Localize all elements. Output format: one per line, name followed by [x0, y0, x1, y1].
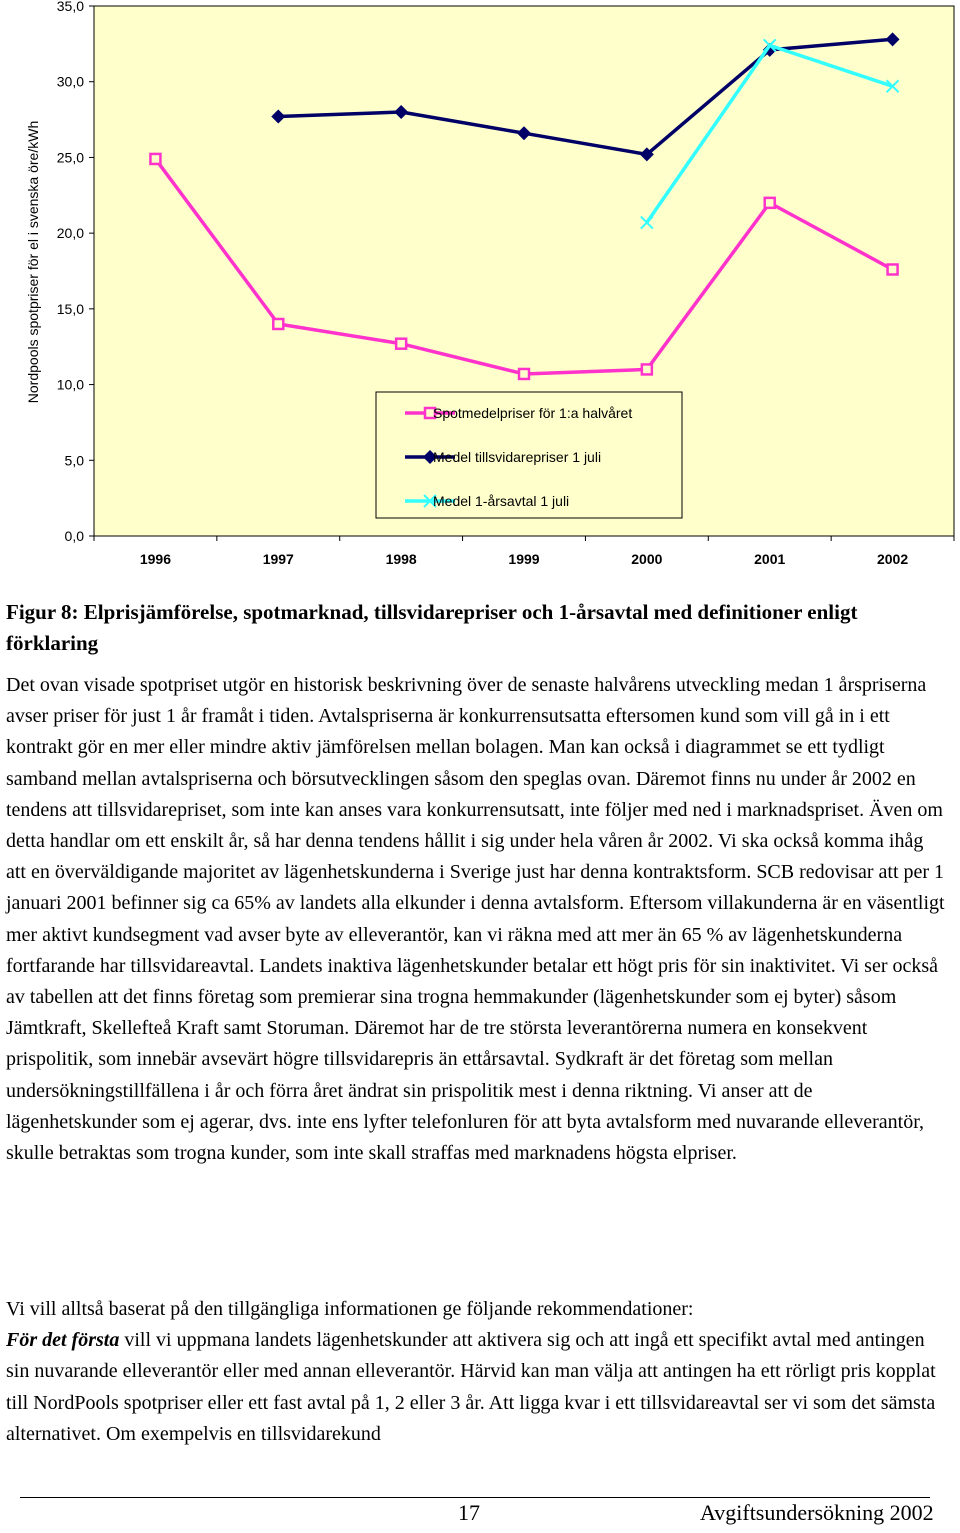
body-paragraph-1: Det ovan visade spotpriset utgör en historisk beskrivning över de senaste halvårens utveckling medan 1 årspriserna avser priser för just 1 år framåt i tiden. Avtalspriserna är konkurrensutsatta eftersomen kund som vill gå in i ett kontrakt gör en mer eller mindre aktiv jämförelsen mellan bolagen. Man kan också i diagrammet se ett tydligt samband mellan avtalspriserna och börsutvecklingen såsom den speglas ovan. Däremot finns nu under år 2002 en tendens att tillsvidarepriset, som inte kan anses vara konkurrensutsatt, inte följer med ned i marknadspriset. Även om detta handlar om ett enskilt år, så har denna tendens hållit i sig under hela våren år 2002. Vi ska också komma ihåg att en överväldigande majoritet av lägenhetskunderna i Sverige just har denna kontraktsform. SCB redovisar att per 1 januari 2001 befinner sig ca 65% av landets alla elkunder i denna avtalsform. Eftersom villakunderna är en väsentligt mer aktivt kundsegment vad avser byte av elleverantör, kan vi räkna med att mer än 65 % av lägenhetskunderna fortfarande har tillsvidareavtal. Landets inaktiva lägenhetskunder betalar ett högt pris för sin inaktivitet. Vi ser också av tabellen att det finns företag som premierar sina trogna hemmakunder (lägenhetskunder som ej byter) såsom Jämtkraft, Skellefteå Kraft samt Storuman. Däremot har de tre största leverantörerna numera en konsekvent prispolitik, som innebär avsevärt högre tillsvidarepris än ettårsavtal. Sydkraft är det företag som mellan undersökningstillfällena i år och förra året ändrat sin prispolitik mest i denna riktning. Vi anser att de lägenhetskunder som ej agerar, dvs. inte ens lyfter telefonluren för att byta avtalsform med nuvarande elleverantör, skulle betraktas som trogna kunder, som inte skall straffas med marknadens högsta elpriser. [6, 674, 945, 1165]
y-axis [57, 0, 94, 544]
x-tick-label: 2002 [876, 551, 909, 567]
y-tick-label: 0,0 [64, 528, 84, 544]
legend-label: Medel tillsvidarepriser 1 juli [433, 449, 602, 465]
y-tick-label: 5,0 [64, 452, 84, 469]
square-marker [150, 154, 160, 164]
recommendation-text: vill vi uppmana landets lägenhetskunder att aktivera sig och att ingå ett specifikt avtal med antingen sin nuvarande elleverantör eller med annan elleverantör. Härvid kan man välja att antingen ha ett rörligt pris kopplat till NordPools spotpriser eller ett fast avtal på 1, 2 eller 3 år. Att ligga kvar i ett tillsvidareavtal ser vi som det sämsta alternativet. Om exempelvis en tillsvidarekund [6, 1329, 936, 1445]
x-tick-label: 1996 [139, 551, 172, 567]
price-comparison-chart [0, 0, 960, 580]
square-marker [396, 339, 406, 349]
x-tick-label: 1998 [385, 551, 417, 567]
square-marker [642, 364, 652, 374]
y-tick-label: 30,0 [56, 73, 84, 90]
footer-title: Avgiftsundersökning 2002 [700, 1500, 934, 1525]
recommendation-intro: Vi vill alltså baserat på den tillgängliga informationen ge följande rekommendationer: [6, 1298, 694, 1320]
y-tick-label: 35,0 [56, 0, 84, 14]
y-tick-label: 25,0 [56, 149, 84, 166]
square-marker [888, 264, 898, 274]
y-tick-label: 15,0 [56, 300, 84, 317]
page-number: 17 [458, 1500, 480, 1525]
square-marker [519, 369, 529, 379]
recommendation-lead: För det första [6, 1329, 120, 1352]
square-marker [273, 319, 283, 329]
x-tick-label: 2001 [754, 551, 786, 567]
x-tick-label: 2000 [631, 551, 663, 567]
y-tick-label: 10,0 [56, 376, 84, 393]
legend [376, 392, 682, 518]
x-tick-label: 1997 [262, 551, 294, 567]
figure-caption: Figur 8: Elprisjämförelse, spotmarknad, tillsvidarepriser och 1-årsavtal med definitioner enligt förklaring [6, 600, 858, 655]
x-tick-label: 1999 [508, 551, 540, 567]
legend-label: Medel 1-årsavtal 1 juli [433, 493, 570, 509]
square-marker [765, 198, 775, 208]
body-paragraph-2 [6, 1294, 946, 1450]
footer-rule [20, 1497, 930, 1498]
y-axis-label: Nordpools spotpriser för el i svenska öre/kWh [25, 120, 41, 404]
x-axis [94, 536, 954, 567]
legend-label: Spotmedelpriser för 1:a halvåret [433, 405, 633, 421]
y-tick-label: 20,0 [56, 225, 84, 242]
